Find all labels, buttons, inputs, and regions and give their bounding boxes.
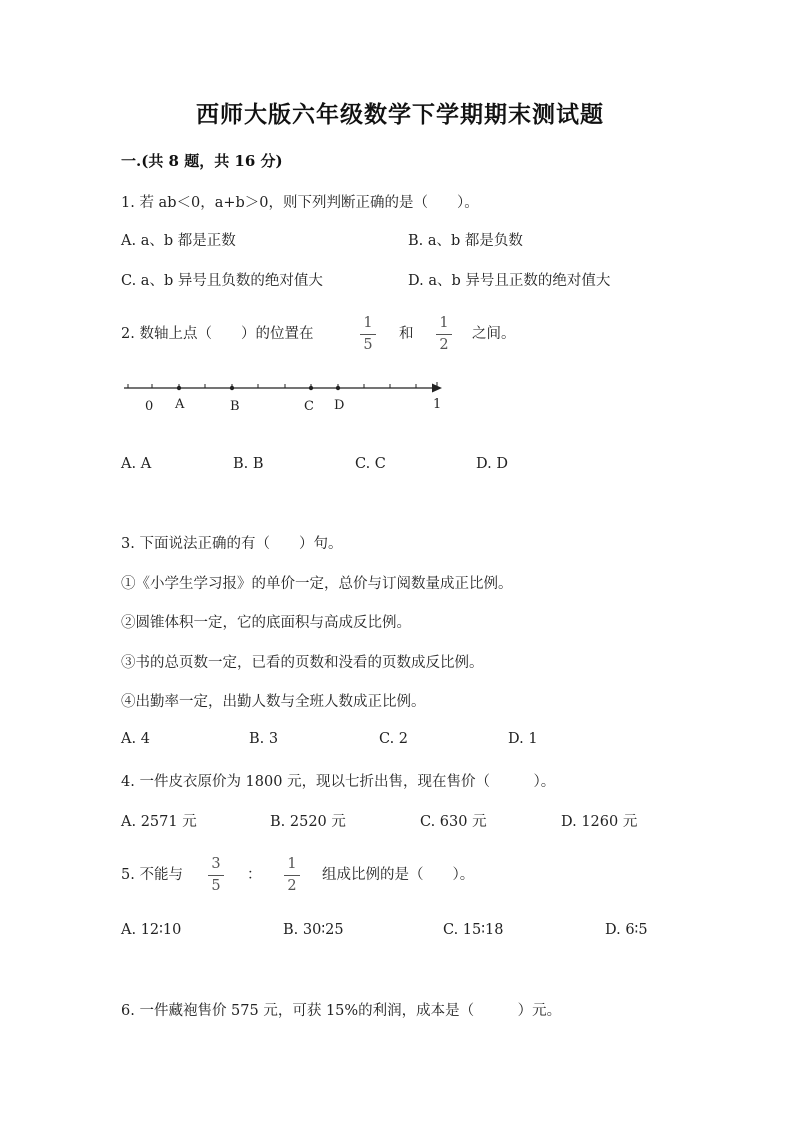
fraction-bar: [208, 875, 224, 876]
fraction-denominator: 5: [363, 336, 373, 353]
question-3-option-a: A. 4: [121, 731, 150, 747]
fraction-numerator: 1: [439, 315, 449, 331]
question-2-option-a: A. A: [121, 456, 152, 472]
point-a-marker: [177, 386, 181, 390]
fraction-numerator: 1: [363, 315, 373, 331]
label-point-a: A: [175, 397, 185, 412]
question-2-option-d: D. D: [476, 456, 508, 472]
fraction-bar: [284, 875, 300, 876]
question-3-option-b: B. 3: [249, 731, 279, 747]
question-2-fraction-1: [358, 316, 378, 352]
question-3-statement-3: ③书的总页数一定，已看的页数和没看的页数成反比例。: [121, 655, 484, 671]
point-b-marker: [230, 386, 234, 390]
question-5-fraction-1: [206, 857, 226, 893]
number-line: [120, 376, 460, 418]
question-5-ratio-colon: ：: [247, 867, 262, 883]
question-3-statement-4: ④出勤率一定，出勤人数与全班人数成正比例。: [121, 694, 426, 710]
page-title: 西师大版六年级数学下学期期末测试题: [196, 101, 604, 128]
question-5-stem-prefix: 5. 不能与: [121, 867, 183, 883]
question-3-option-d: D. 1: [508, 731, 538, 747]
fraction-denominator: 2: [439, 336, 449, 353]
label-zero: 0: [145, 399, 154, 414]
question-1-option-c: C. a、b 异号且负数的绝对值大: [121, 273, 323, 289]
label-one: 1: [433, 397, 442, 412]
question-4-option-c: C. 630 元: [420, 814, 487, 830]
question-1-option-d: D. a、b 异号且正数的绝对值大: [408, 273, 611, 289]
question-4-stem: 4. 一件皮衣原价为 1800 元，现以七折出售，现在售价（ ）。: [121, 774, 556, 790]
question-4-option-b: B. 2520 元: [270, 814, 346, 830]
number-line-ticks: [128, 382, 437, 388]
question-4-option-a: A. 2571 元: [121, 814, 197, 830]
question-3-stem: 3. 下面说法正确的有（ ）句。: [121, 536, 343, 552]
fraction-denominator: 2: [287, 877, 297, 894]
question-2-stem-and: 和: [399, 326, 414, 342]
fraction-numerator: 3: [211, 856, 221, 872]
question-3-option-c: C. 2: [379, 731, 409, 747]
question-3-statement-1: ①《小学生学习报》的单价一定，总价与订阅数量成正比例。: [121, 576, 513, 592]
question-5-fraction-2: [282, 857, 302, 893]
fraction-denominator: 5: [211, 877, 221, 894]
fraction-numerator: 1: [287, 856, 297, 872]
question-5-option-d: D. 6∶5: [605, 922, 648, 938]
question-6-stem: 6. 一件藏袍售价 575 元，可获 15%的利润，成本是（ ）元。: [121, 1003, 562, 1019]
label-point-c: C: [304, 399, 314, 414]
question-5-option-b: B. 30∶25: [283, 922, 344, 938]
question-1-option-b: B. a、b 都是负数: [408, 233, 523, 249]
question-5-option-a: A. 12∶10: [121, 922, 182, 938]
question-2-fraction-2: [434, 316, 454, 352]
fraction-bar: [360, 334, 376, 335]
question-5-stem-suffix: 组成比例的是（ ）。: [322, 867, 475, 883]
section-heading: 一.(共 8 题，共 16 分): [121, 152, 283, 170]
question-2-option-b: B. B: [233, 456, 264, 472]
question-4-option-d: D. 1260 元: [561, 814, 638, 830]
question-3-statement-2: ②圆锥体积一定，它的底面积与高成反比例。: [121, 615, 411, 631]
fraction-bar: [436, 334, 452, 335]
question-1-option-a: A. a、b 都是正数: [121, 233, 236, 249]
label-point-b: B: [230, 399, 240, 414]
point-d-marker: [336, 386, 340, 390]
question-5-option-c: C. 15∶18: [443, 922, 504, 938]
question-2-option-c: C. C: [355, 456, 386, 472]
label-point-d: D: [334, 398, 345, 413]
point-c-marker: [309, 386, 313, 390]
question-1-stem: 1. 若 ab＜0，a+b＞0，则下列判断正确的是（ ）。: [121, 195, 479, 211]
question-2-stem-suffix: 之间。: [472, 326, 516, 342]
question-2-stem-prefix: 2. 数轴上点（ ）的位置在: [121, 326, 314, 342]
